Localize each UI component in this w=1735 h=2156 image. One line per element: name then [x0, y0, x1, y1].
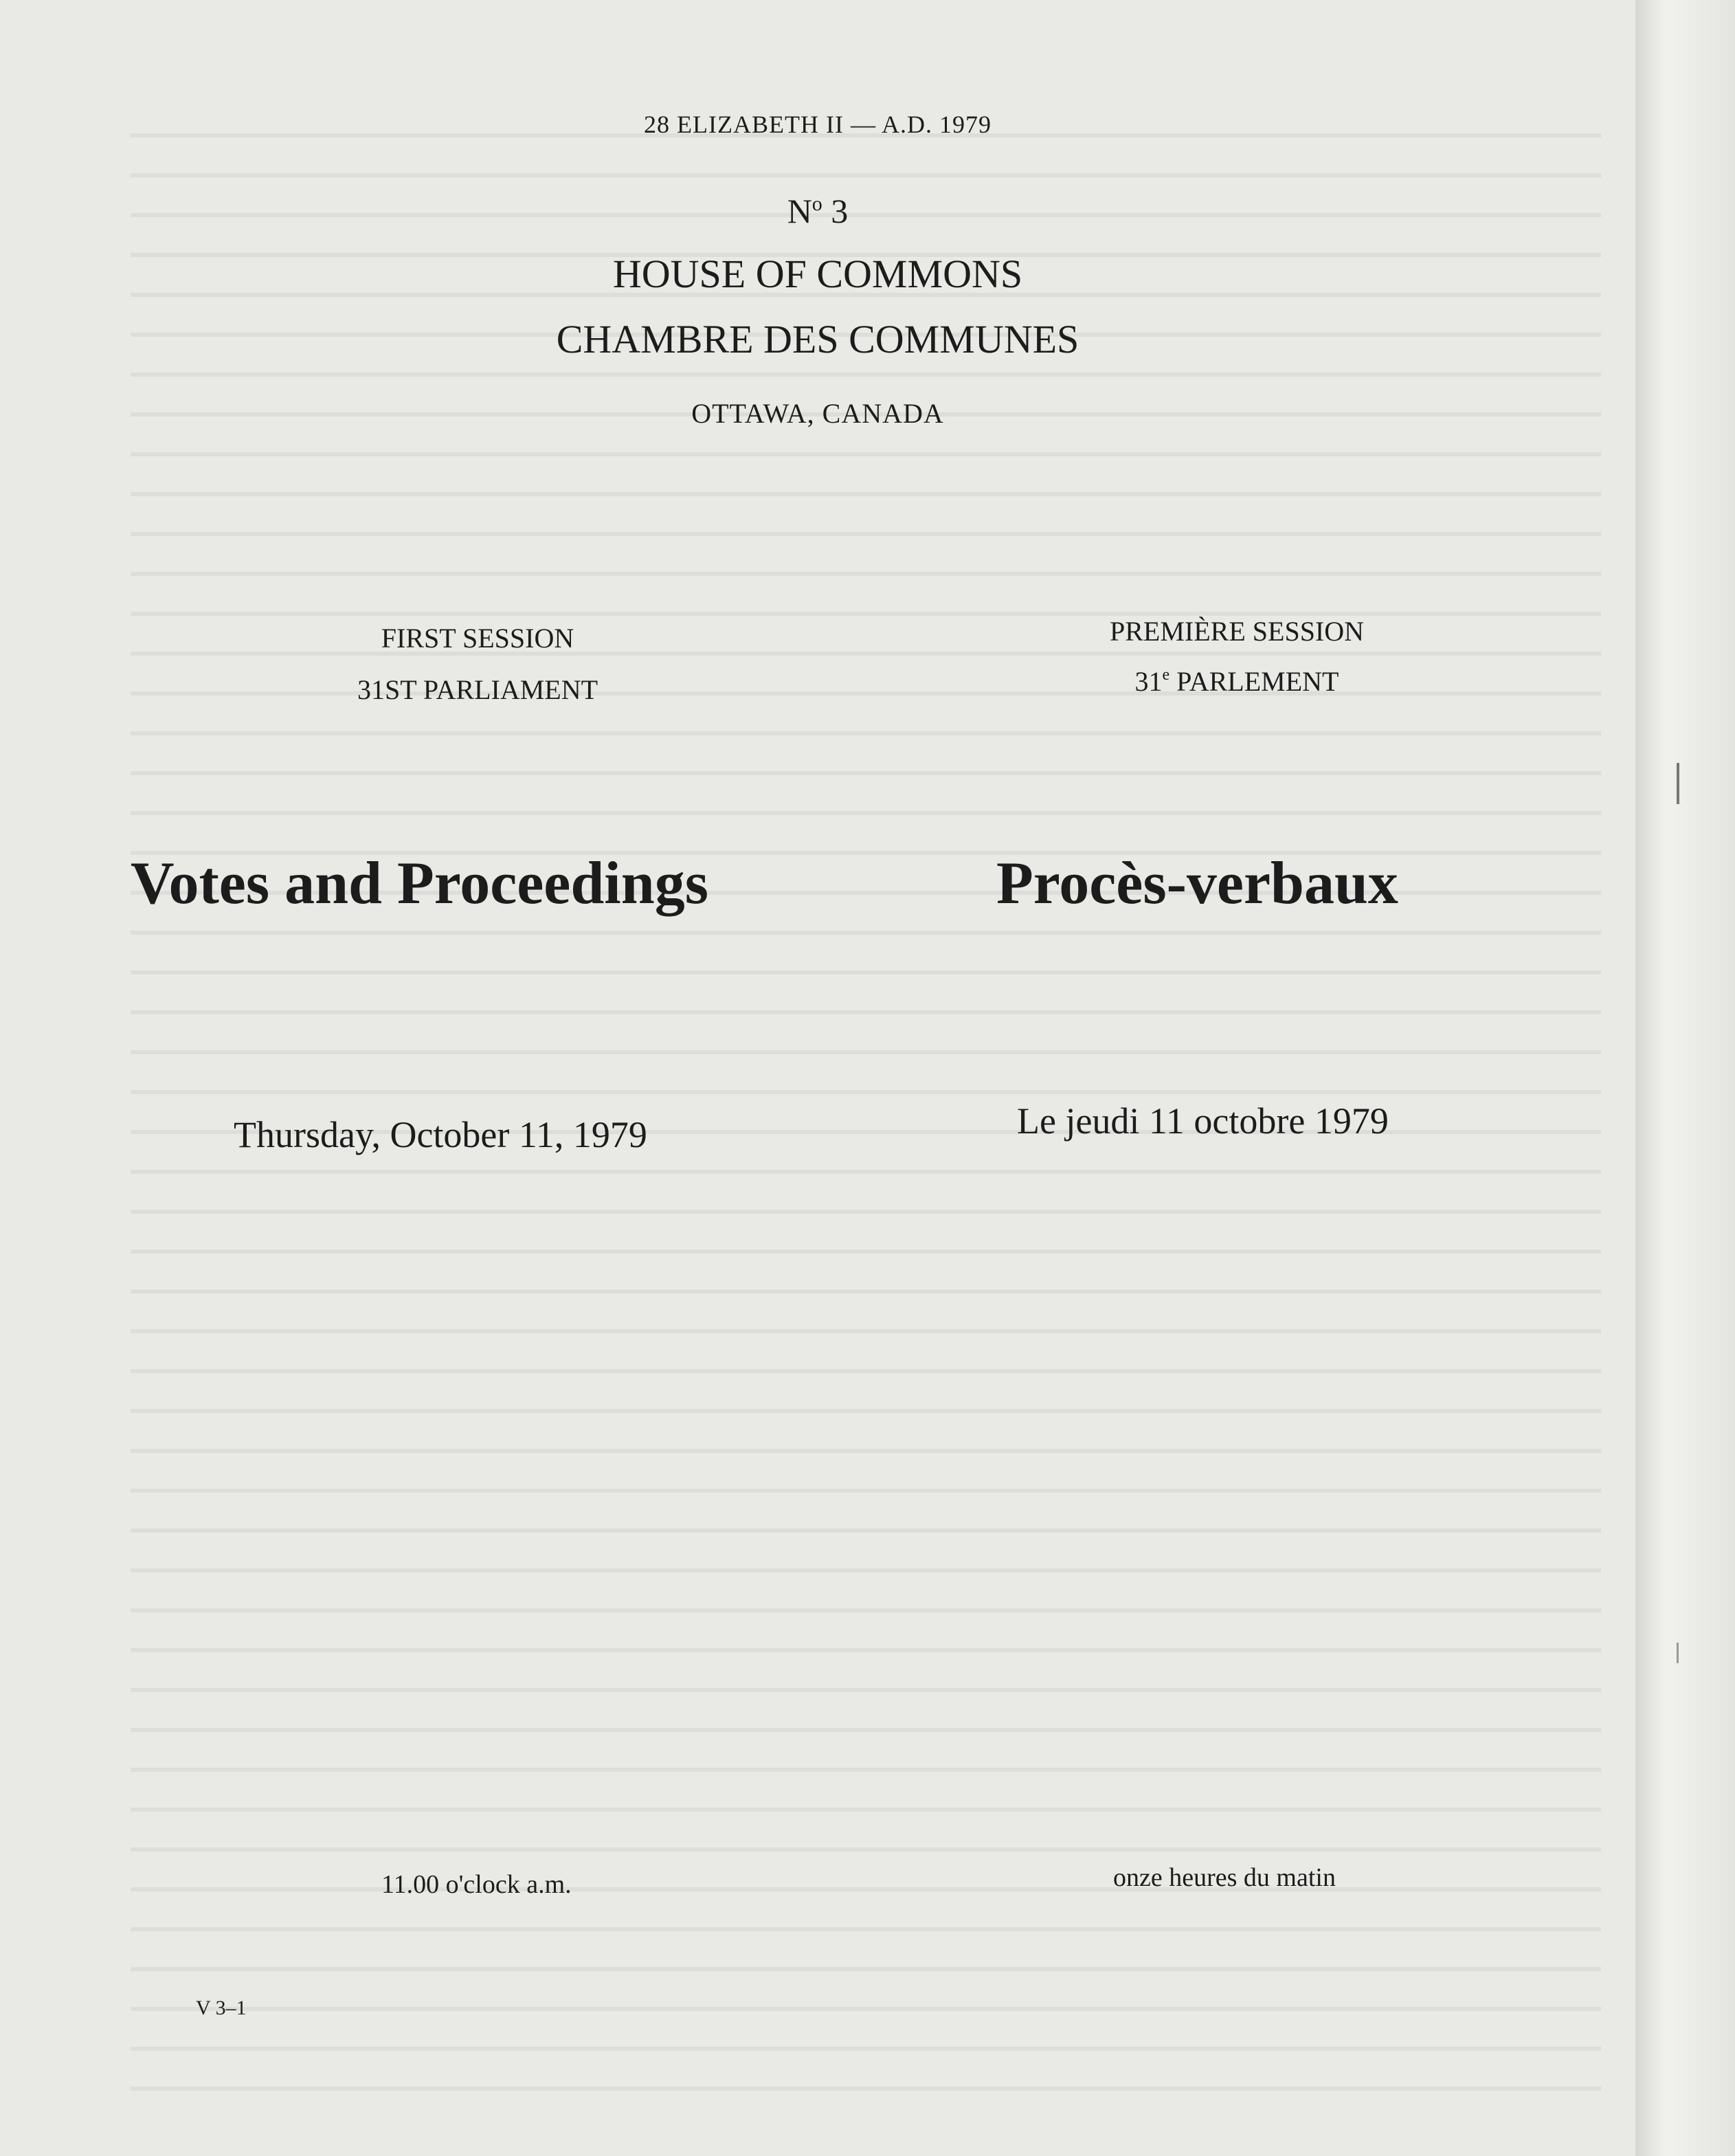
date-fr: Le jeudi 11 octobre 1979 — [1017, 1100, 1389, 1142]
date-en: Thursday, October 11, 1979 — [234, 1114, 647, 1155]
session-fr: PREMIÈRE SESSION — [1109, 616, 1365, 647]
issue-number — [0, 191, 1635, 231]
margin-mark-lower — [1677, 1643, 1679, 1663]
parliament-fr-suffix: e — [1162, 666, 1170, 684]
title-fr: Procès-verbaux — [996, 850, 1398, 917]
parliament-fr — [1044, 665, 1429, 698]
time-en: 11.00 o'clock a.m. — [381, 1870, 572, 1899]
house-title-en: HOUSE OF COMMONS — [612, 252, 1023, 296]
house-title-fr: CHAMBRE DES COMMUNES — [556, 317, 1079, 362]
parliament-fr-word: PARLEMENT — [1176, 666, 1339, 697]
page-reference: V 3–1 — [196, 1997, 247, 2019]
location: OTTAWA, CANADA — [691, 398, 944, 429]
time-fr: onze heures du matin — [1113, 1863, 1336, 1892]
margin-mark — [1677, 763, 1679, 804]
issue-number-suffix: o — [811, 192, 822, 215]
title-en: Votes and Proceedings — [131, 850, 708, 917]
parliament-en: 31ST PARLIAMENT — [357, 674, 598, 705]
page-edge — [1635, 0, 1735, 2156]
regnal-year: 28 ELIZABETH II — A.D. 1979 — [644, 111, 992, 138]
issue-number-prefix: N — [787, 192, 812, 230]
issue-number-value: 3 — [831, 192, 849, 230]
parliament-fr-number: 31 — [1134, 666, 1163, 697]
session-en: FIRST SESSION — [381, 623, 574, 654]
